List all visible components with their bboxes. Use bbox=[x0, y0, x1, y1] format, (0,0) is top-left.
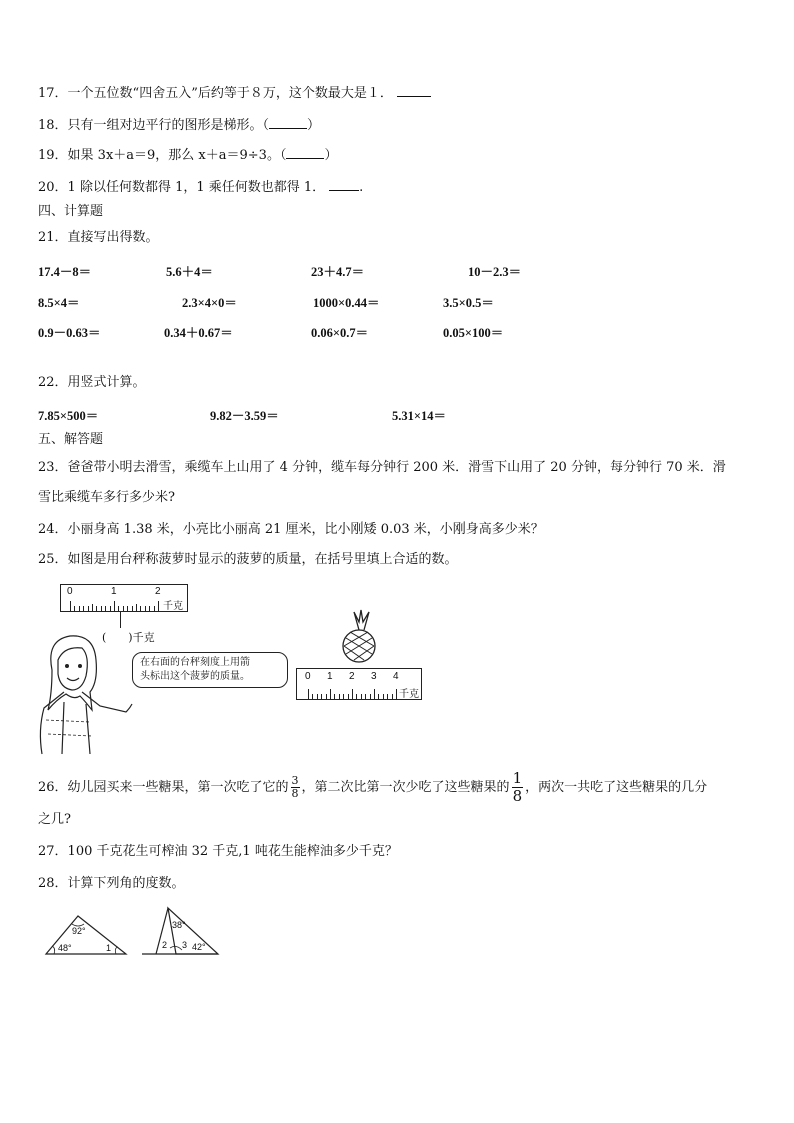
scale-ticks bbox=[297, 669, 421, 699]
question-17 bbox=[38, 84, 431, 102]
triangle-figure-1 bbox=[44, 910, 130, 958]
question-22: 22．用竖式计算。 bbox=[38, 375, 146, 390]
question-21: 21．直接写出得数。 bbox=[38, 230, 159, 245]
calc-item: 9.82－3.59＝ bbox=[210, 409, 279, 423]
question-25: 25．如图是用台秤称菠萝时显示的菠萝的质量，在括号里填上合适的数。 bbox=[38, 552, 458, 567]
angle-label: 48° bbox=[58, 943, 72, 953]
scale-tick bbox=[392, 694, 393, 699]
question-18 bbox=[38, 116, 320, 134]
angle-label: 92° bbox=[72, 926, 86, 936]
scale-tick bbox=[387, 694, 388, 699]
question-18-text: 18．只有一组对边平行的图形是梯形。（ bbox=[38, 118, 270, 133]
scale-tick bbox=[158, 601, 159, 611]
close-paren: ） bbox=[307, 118, 321, 133]
angle-label: 3 bbox=[182, 940, 188, 950]
calc-item: 0.9－0.63＝ bbox=[38, 326, 101, 340]
scale-tick bbox=[308, 689, 309, 699]
scale-tick bbox=[118, 606, 119, 611]
section-5-heading: 五、解答题 bbox=[38, 432, 104, 447]
scale-tick bbox=[88, 606, 89, 611]
calc-item: 2.3×4×0＝ bbox=[182, 296, 237, 310]
answer-label[interactable]: ( )千克 bbox=[102, 631, 155, 644]
question-17-text: 17．一个五位数“四舍五入”后约等于８万，这个数最大是１． bbox=[38, 86, 393, 101]
question-23-line1: 23．爸爸带小明去滑雪，乘缆车上山用了 4 分钟，缆车每分钟行 200 米．滑雪下山用了 20 分钟，每分钟行 70 米．滑 bbox=[38, 460, 726, 475]
scale-tick bbox=[123, 606, 124, 611]
question-23-line2: 雪比乘缆车多行多少米? bbox=[38, 490, 175, 505]
scale-label: 1 bbox=[327, 671, 333, 682]
scale-tick bbox=[136, 604, 137, 611]
calc-item: 3.5×0.5＝ bbox=[443, 296, 494, 310]
denominator: 8 bbox=[512, 787, 523, 805]
calc-item: 0.06×0.7＝ bbox=[311, 326, 369, 340]
scale-tick bbox=[352, 689, 353, 699]
scale-tick bbox=[79, 606, 80, 611]
scale-tick bbox=[105, 606, 106, 611]
teacher-illustration bbox=[34, 630, 144, 756]
question-20-text: 20．1 除以任何数都得 1，1 乘任何数也都得 1． bbox=[38, 180, 326, 195]
angle-label: 38° bbox=[172, 920, 186, 930]
triangle-figure-2 bbox=[142, 904, 222, 958]
angle-label: 42° bbox=[192, 942, 206, 952]
calc-item: 5.31×14＝ bbox=[392, 409, 446, 423]
question-26-text: ，第二次比第一次少吃了这些糖果的 bbox=[301, 780, 510, 795]
calc-item: 5.6＋4＝ bbox=[166, 265, 213, 279]
section-4-heading: 四、计算题 bbox=[38, 204, 104, 219]
scale-tick bbox=[312, 694, 313, 699]
scale-tick bbox=[370, 694, 371, 699]
calc-item: 8.5×4＝ bbox=[38, 296, 80, 310]
scale-tick bbox=[127, 606, 128, 611]
fraction bbox=[291, 775, 300, 800]
question-26-line2: 之几? bbox=[38, 812, 71, 827]
calc-item: 0.05×100＝ bbox=[443, 326, 504, 340]
scale-tick bbox=[132, 606, 133, 611]
speech-bubble bbox=[132, 652, 288, 688]
question-19-text: 19．如果 3x＋a＝9，那么 x＋a＝9÷3。（ bbox=[38, 148, 287, 163]
bubble-line: 在右面的台秤刻度上用箭 bbox=[140, 657, 250, 668]
scale-tick bbox=[110, 606, 111, 611]
question-19 bbox=[38, 146, 337, 164]
numerator: 1 bbox=[512, 769, 523, 787]
scale-tick bbox=[365, 694, 366, 699]
close-paren: ） bbox=[324, 148, 338, 163]
scale-tick bbox=[326, 694, 327, 699]
scale-tick bbox=[145, 606, 146, 611]
scale-tick bbox=[378, 694, 379, 699]
scale-tick bbox=[330, 689, 331, 699]
denominator: 8 bbox=[291, 787, 299, 800]
scale-ticks bbox=[61, 585, 187, 611]
scale-label: 2 bbox=[155, 586, 161, 597]
question-20 bbox=[38, 178, 363, 196]
question-24: 24．小丽身高 1.38 米，小亮比小丽高 21 厘米，比小刚矮 0.03 米，小刚身高多少米？ bbox=[38, 522, 544, 537]
question-26-text: ，两次一共吃了这些糖果的几分 bbox=[525, 780, 708, 795]
scale-tick bbox=[154, 606, 155, 611]
question-28: 28．计算下列角的度数。 bbox=[38, 876, 185, 891]
scale-tick bbox=[70, 601, 71, 611]
calc-item: 1000×0.44＝ bbox=[313, 296, 380, 310]
scale-tick bbox=[140, 606, 141, 611]
pineapple-icon bbox=[334, 608, 384, 664]
scale-display-1 bbox=[60, 584, 188, 612]
scale-tick bbox=[114, 601, 115, 611]
scale-label: 2 bbox=[349, 671, 355, 682]
scale-stem bbox=[120, 612, 121, 628]
calc-item: 17.4－8＝ bbox=[38, 265, 92, 279]
scale-tick bbox=[348, 694, 349, 699]
angle-label: 2 bbox=[162, 940, 168, 950]
scale-tick bbox=[96, 606, 97, 611]
scale-tick bbox=[374, 689, 375, 699]
bubble-line: 头标出这个菠萝的质量。 bbox=[140, 671, 250, 682]
scale-tick bbox=[339, 694, 340, 699]
answer-blank[interactable] bbox=[269, 116, 307, 129]
answer-blank[interactable] bbox=[286, 146, 324, 159]
scale-unit: 千克 bbox=[399, 689, 419, 700]
calc-item: 23＋4.7＝ bbox=[311, 265, 365, 279]
scale-tick bbox=[321, 694, 322, 699]
answer-blank[interactable] bbox=[329, 178, 359, 191]
scale-label: 4 bbox=[393, 671, 399, 682]
scale-tick bbox=[361, 694, 362, 699]
scale-display-2[interactable] bbox=[296, 668, 422, 700]
scale-tick bbox=[83, 606, 84, 611]
scale-tick bbox=[101, 606, 102, 611]
angle-label: 1 bbox=[106, 943, 112, 953]
scale-label: 0 bbox=[67, 586, 73, 597]
end-period: . bbox=[359, 180, 364, 195]
scale-tick bbox=[356, 694, 357, 699]
scale-tick bbox=[343, 694, 344, 699]
fraction bbox=[512, 770, 524, 805]
answer-blank[interactable] bbox=[397, 84, 431, 97]
scale-tick bbox=[317, 694, 318, 699]
scale-label: 1 bbox=[111, 586, 117, 597]
question-26-text: 26．幼儿园买来一些糖果，第一次吃了它的 bbox=[38, 780, 289, 795]
scale-tick bbox=[149, 606, 150, 611]
scale-tick bbox=[383, 694, 384, 699]
scale-tick bbox=[396, 689, 397, 699]
scale-label: 0 bbox=[305, 671, 311, 682]
scale-tick bbox=[74, 606, 75, 611]
scale-unit: 千克 bbox=[163, 601, 183, 612]
scale-label: 3 bbox=[371, 671, 377, 682]
scale-tick bbox=[334, 694, 335, 699]
calc-item: 7.85×500＝ bbox=[38, 409, 99, 423]
numerator: 3 bbox=[291, 774, 299, 787]
calc-item: 10－2.3＝ bbox=[468, 265, 522, 279]
calc-item: 0.34＋0.67＝ bbox=[164, 326, 233, 340]
question-27: 27．100 千克花生可榨油 32 千克,1 吨花生能榨油多少千克？ bbox=[38, 844, 398, 859]
scale-tick bbox=[92, 604, 93, 611]
question-26-line1 bbox=[38, 770, 707, 806]
